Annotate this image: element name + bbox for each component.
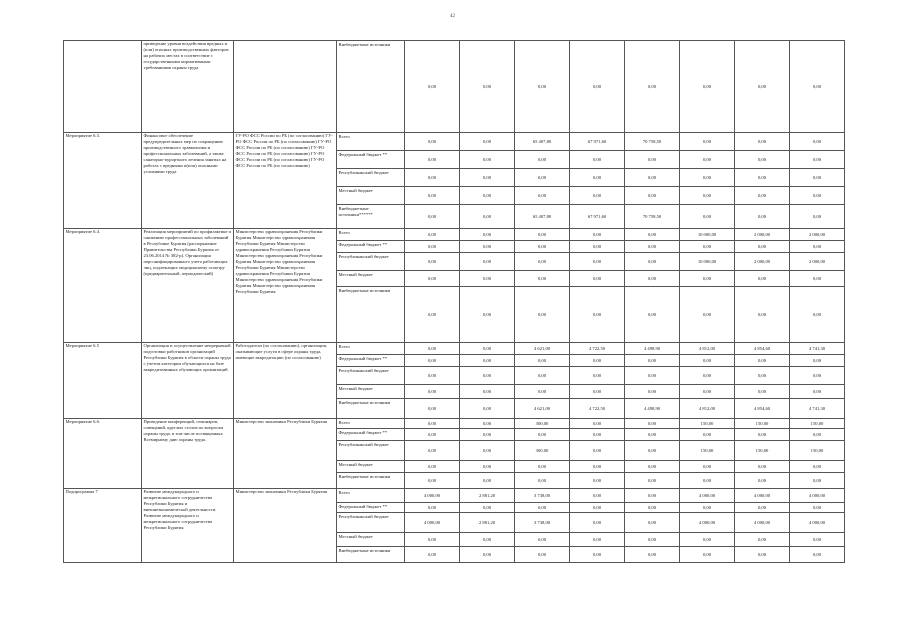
amount-cell: 0,00 bbox=[735, 547, 790, 563]
amount-cell: 0,00 bbox=[735, 429, 790, 441]
funding-source-cell: Республиканский бюджет bbox=[337, 513, 405, 533]
funding-source-cell: Федеральный бюджет ** bbox=[337, 241, 405, 253]
responsible-cell bbox=[234, 41, 337, 133]
amount-cell: 300,00 bbox=[515, 441, 570, 461]
amount-cell: 10 000,00 bbox=[680, 229, 735, 241]
amount-cell: 0,00 bbox=[625, 151, 680, 169]
amount-cell: 0,00 bbox=[405, 287, 460, 343]
amount-cell: 3 738,00 bbox=[515, 513, 570, 533]
funding-source-cell: Всего bbox=[337, 343, 405, 355]
amount-cell: 0,00 bbox=[515, 461, 570, 473]
amount-cell: 0,00 bbox=[790, 461, 845, 473]
amount-cell: 0,00 bbox=[570, 287, 625, 343]
activity-code-cell bbox=[64, 343, 142, 419]
amount-cell: 2 881,20 bbox=[460, 489, 515, 503]
amount-cell: 0,00 bbox=[405, 133, 460, 151]
amount-cell: 0,00 bbox=[405, 461, 460, 473]
amount-cell: 0,00 bbox=[570, 271, 625, 287]
responsible-cell bbox=[234, 419, 337, 489]
amount-cell: 0,00 bbox=[460, 441, 515, 461]
amount-cell: 4 812,00 bbox=[680, 399, 735, 419]
amount-cell: 0,00 bbox=[790, 385, 845, 399]
amount-cell: 2 000,00 bbox=[790, 253, 845, 271]
amount-cell: 4 854,60 bbox=[735, 399, 790, 419]
funding-source-cell: Всего bbox=[337, 419, 405, 429]
amount-cell: 2 000,00 bbox=[735, 253, 790, 271]
amount-cell: 0,00 bbox=[680, 133, 735, 151]
amount-cell: 0,00 bbox=[680, 41, 735, 133]
amount-cell: 0,00 bbox=[515, 41, 570, 133]
amount-cell: 0,00 bbox=[570, 41, 625, 133]
amount-cell: 4 621,00 bbox=[515, 399, 570, 419]
amount-cell: 2 000,00 bbox=[790, 229, 845, 241]
amount-cell: 0,00 bbox=[735, 133, 790, 151]
responsible-cell bbox=[234, 343, 337, 419]
amount-cell: 0,00 bbox=[790, 205, 845, 229]
amount-cell: 4 812,00 bbox=[680, 343, 735, 355]
table-row bbox=[64, 343, 845, 355]
amount-cell: 0,00 bbox=[405, 169, 460, 187]
amount-cell: 4 498,90 bbox=[625, 399, 680, 419]
amount-cell: 0,00 bbox=[625, 241, 680, 253]
funding-source-cell: Федеральный бюджет ** bbox=[337, 429, 405, 441]
activity-code-cell bbox=[64, 41, 142, 133]
amount-cell: 0,00 bbox=[570, 489, 625, 503]
amount-cell: 0,00 bbox=[625, 419, 680, 429]
activity-name-cell-text: Организация и осуществление непрерывной подготовки работников организаций Республики Бурятия в области охраны труда с учетом категории обучающихся на базе аккредитованных обучающих организаций bbox=[143, 343, 231, 372]
amount-cell: 0,00 bbox=[405, 385, 460, 399]
funding-source-cell: Местный бюджет bbox=[337, 533, 405, 547]
funding-source-cell: Местный бюджет bbox=[337, 271, 405, 287]
amount-cell: 4 621,00 bbox=[515, 343, 570, 355]
amount-cell: 0,00 bbox=[735, 205, 790, 229]
amount-cell: 0,00 bbox=[570, 367, 625, 385]
amount-cell: 0,00 bbox=[625, 441, 680, 461]
amount-cell: 4 000,00 bbox=[735, 513, 790, 533]
activity-name-cell-text: Проведение конференций, семинаров, совещаний, круглых столов по вопросам охраны труда, в том числе посвященных Всемирному дню охраны труда. bbox=[143, 419, 224, 442]
activity-name-cell bbox=[142, 229, 234, 343]
funding-source-cell: Федеральный бюджет ** bbox=[337, 355, 405, 367]
amount-cell: 0,00 bbox=[680, 169, 735, 187]
amount-cell: 150,00 bbox=[735, 419, 790, 429]
amount-cell: 0,00 bbox=[570, 429, 625, 441]
amount-cell: 0,00 bbox=[405, 503, 460, 513]
responsible-cell-text: Министерство здравоохранения Республики Бурятия Министерство здравоохранения Республики Бурятия Министерство здравоохранения Республики Бурятия Министерство здравоохранения Республики Бурятия Министерство здравоохранения Республики Бурятия Министерство здравоохранения Республики Бурятия Министерство здравоохранения Республики Бурятия Министерство здравоохранения Республики Бурятия bbox=[235, 229, 323, 294]
amount-cell: 0,00 bbox=[735, 385, 790, 399]
amount-cell: 0,00 bbox=[460, 253, 515, 271]
amount-cell: 0,00 bbox=[460, 287, 515, 343]
amount-cell: 65 407,80 bbox=[515, 205, 570, 229]
amount-cell: 4 722,50 bbox=[570, 399, 625, 419]
amount-cell: 4 000,00 bbox=[790, 489, 845, 503]
activity-code-cell-text: Мероприятие 6.5 bbox=[65, 343, 99, 348]
amount-cell: 0,00 bbox=[680, 241, 735, 253]
amount-cell: 0,00 bbox=[790, 355, 845, 367]
amount-cell: 0,00 bbox=[405, 229, 460, 241]
amount-cell: 0,00 bbox=[515, 503, 570, 513]
amount-cell: 0,00 bbox=[625, 429, 680, 441]
amount-cell: 0,00 bbox=[790, 547, 845, 563]
funding-source-cell: Местный бюджет bbox=[337, 385, 405, 399]
amount-cell: 0,00 bbox=[405, 429, 460, 441]
amount-cell: 0,00 bbox=[625, 287, 680, 343]
activity-name-cell bbox=[142, 133, 234, 229]
amount-cell: 0,00 bbox=[625, 253, 680, 271]
activity-name-cell-text: Финансовое обеспечение предупредительных мер по сокращению производственного травматизма и профессиональных заболеваний, а также санаторно-курортного лечения занятых на работах с вредными и(или) опасными условиями труда bbox=[143, 133, 227, 174]
activity-name-cell bbox=[142, 343, 234, 419]
amount-cell: 65 407,80 bbox=[515, 133, 570, 151]
amount-cell: 0,00 bbox=[405, 367, 460, 385]
amount-cell: 67 971,60 bbox=[570, 205, 625, 229]
amount-cell: 150,00 bbox=[790, 441, 845, 461]
responsible-cell-text: Министерство экономики Республики Бурятия bbox=[235, 419, 328, 424]
amount-cell: 0,00 bbox=[570, 419, 625, 429]
responsible-cell bbox=[234, 133, 337, 229]
amount-cell: 0,00 bbox=[570, 229, 625, 241]
activity-code-cell bbox=[64, 489, 142, 563]
funding-source-cell: Местный бюджет bbox=[337, 187, 405, 205]
amount-cell: 2 881,20 bbox=[460, 513, 515, 533]
amount-cell: 0,00 bbox=[460, 229, 515, 241]
table-row bbox=[64, 41, 845, 133]
activity-code-cell bbox=[64, 419, 142, 489]
budget-table-container bbox=[63, 40, 844, 563]
amount-cell: 0,00 bbox=[790, 169, 845, 187]
amount-cell: 0,00 bbox=[680, 473, 735, 489]
activity-name-cell bbox=[142, 41, 234, 133]
amount-cell: 0,00 bbox=[680, 205, 735, 229]
amount-cell: 0,00 bbox=[515, 473, 570, 489]
amount-cell: 0,00 bbox=[515, 151, 570, 169]
amount-cell: 4 498,90 bbox=[625, 343, 680, 355]
amount-cell: 0,00 bbox=[515, 229, 570, 241]
amount-cell: 0,00 bbox=[405, 355, 460, 367]
amount-cell: 4 741,30 bbox=[790, 399, 845, 419]
amount-cell: 0,00 bbox=[460, 241, 515, 253]
responsible-cell-text: ГУ-РО ФСС России по РБ (по согласованию) ГУ-РО ФСС России по РБ (по согласованию) ГУ-РО ФСС России по РБ (по согласованию) ГУ-РО ФСС России по РБ (по согласованию) ГУ-РО ФСС России по РБ (по согласованию) ГУ-РО ФСС России по РБ (по согласованию) bbox=[235, 133, 333, 168]
amount-cell: 0,00 bbox=[515, 429, 570, 441]
funding-source-cell: Республиканский бюджет bbox=[337, 367, 405, 385]
amount-cell: 0,00 bbox=[790, 187, 845, 205]
amount-cell: 4 854,60 bbox=[735, 343, 790, 355]
amount-cell: 0,00 bbox=[680, 429, 735, 441]
amount-cell: 0,00 bbox=[735, 473, 790, 489]
activity-name-cell bbox=[142, 489, 234, 563]
amount-cell: 4 000,00 bbox=[735, 489, 790, 503]
amount-cell: 0,00 bbox=[625, 271, 680, 287]
amount-cell: 0,00 bbox=[460, 473, 515, 489]
responsible-cell bbox=[234, 229, 337, 343]
funding-source-cell: Республиканский бюджет bbox=[337, 441, 405, 461]
amount-cell: 0,00 bbox=[460, 533, 515, 547]
amount-cell: 0,00 bbox=[570, 513, 625, 533]
amount-cell: 0,00 bbox=[460, 547, 515, 563]
funding-source-cell: Республиканский бюджет bbox=[337, 253, 405, 271]
funding-source-cell: Федеральный бюджет ** bbox=[337, 503, 405, 513]
amount-cell: 0,00 bbox=[515, 547, 570, 563]
amount-cell: 4 000,00 bbox=[680, 489, 735, 503]
page-number: 42 bbox=[450, 14, 455, 19]
amount-cell: 0,00 bbox=[790, 41, 845, 133]
amount-cell: 4 741,30 bbox=[790, 343, 845, 355]
amount-cell: 0,00 bbox=[405, 205, 460, 229]
amount-cell: 0,00 bbox=[405, 271, 460, 287]
amount-cell: 4 000,00 bbox=[405, 513, 460, 533]
amount-cell: 4 000,00 bbox=[405, 489, 460, 503]
funding-source-cell: Внебюджетные источники bbox=[337, 473, 405, 489]
amount-cell: 0,00 bbox=[460, 187, 515, 205]
amount-cell: 0,00 bbox=[790, 271, 845, 287]
amount-cell: 150,00 bbox=[790, 419, 845, 429]
amount-cell: 0,00 bbox=[460, 355, 515, 367]
amount-cell: 0,00 bbox=[735, 151, 790, 169]
amount-cell: 0,00 bbox=[680, 385, 735, 399]
funding-source-cell: Всего bbox=[337, 133, 405, 151]
amount-cell: 0,00 bbox=[680, 533, 735, 547]
amount-cell: 0,00 bbox=[460, 419, 515, 429]
funding-source-cell: Местный бюджет bbox=[337, 461, 405, 473]
amount-cell: 0,00 bbox=[515, 355, 570, 367]
budget-table bbox=[63, 40, 845, 563]
amount-cell: 0,00 bbox=[680, 271, 735, 287]
amount-cell: 150,00 bbox=[680, 441, 735, 461]
amount-cell: 0,00 bbox=[515, 533, 570, 547]
funding-source-cell: Федеральный бюджет ** bbox=[337, 151, 405, 169]
amount-cell: 0,00 bbox=[515, 367, 570, 385]
amount-cell: 0,00 bbox=[460, 461, 515, 473]
amount-cell: 0,00 bbox=[680, 287, 735, 343]
amount-cell: 10 000,00 bbox=[680, 253, 735, 271]
amount-cell: 0,00 bbox=[515, 385, 570, 399]
amount-cell: 0,00 bbox=[570, 385, 625, 399]
amount-cell: 4 000,00 bbox=[790, 513, 845, 533]
funding-source-cell: Внебюджетные источники****** bbox=[337, 205, 405, 229]
amount-cell: 0,00 bbox=[680, 461, 735, 473]
funding-source-cell: Республиканский бюджет bbox=[337, 169, 405, 187]
amount-cell: 0,00 bbox=[735, 41, 790, 133]
amount-cell: 0,00 bbox=[790, 367, 845, 385]
amount-cell: 300,00 bbox=[515, 419, 570, 429]
amount-cell: 0,00 bbox=[625, 41, 680, 133]
amount-cell: 67 971,60 bbox=[570, 133, 625, 151]
amount-cell: 0,00 bbox=[405, 151, 460, 169]
amount-cell: 0,00 bbox=[515, 241, 570, 253]
funding-source-cell: Всего bbox=[337, 229, 405, 241]
amount-cell: 0,00 bbox=[790, 473, 845, 489]
amount-cell: 2 000,00 bbox=[735, 229, 790, 241]
amount-cell: 0,00 bbox=[405, 41, 460, 133]
amount-cell: 0,00 bbox=[735, 187, 790, 205]
amount-cell: 0,00 bbox=[515, 253, 570, 271]
amount-cell: 0,00 bbox=[570, 547, 625, 563]
funding-source-cell: Внебюджетные источники bbox=[337, 287, 405, 343]
amount-cell: 0,00 bbox=[625, 385, 680, 399]
amount-cell: 0,00 bbox=[790, 133, 845, 151]
activity-name-cell-text: приведение уровня воздействия вредных и (или) опасных производственных факторов на рабочих местах в соответствие с государственными нормативными требованиями охраны труда bbox=[143, 41, 229, 70]
amount-cell: 0,00 bbox=[625, 533, 680, 547]
activity-name-cell bbox=[142, 419, 234, 489]
amount-cell: 0,00 bbox=[405, 253, 460, 271]
amount-cell: 0,00 bbox=[515, 169, 570, 187]
amount-cell: 0,00 bbox=[735, 533, 790, 547]
amount-cell: 0,00 bbox=[680, 151, 735, 169]
amount-cell: 0,00 bbox=[735, 367, 790, 385]
table-row bbox=[64, 133, 845, 151]
table-row bbox=[64, 229, 845, 241]
amount-cell: 0,00 bbox=[460, 169, 515, 187]
amount-cell: 0,00 bbox=[570, 151, 625, 169]
funding-source-cell: Внебюджетные источники bbox=[337, 547, 405, 563]
amount-cell: 0,00 bbox=[570, 253, 625, 271]
amount-cell: 0,00 bbox=[405, 533, 460, 547]
activity-code-cell bbox=[64, 229, 142, 343]
responsible-cell bbox=[234, 489, 337, 563]
activity-name-cell-text: Развитие международного и межрегионального сотрудничества Республики Бурятия и внешнеэкономической деятельности. Развитие международного и межрегионального сотрудничества Республики Бурятия bbox=[143, 489, 217, 530]
amount-cell: 0,00 bbox=[570, 503, 625, 513]
table-row bbox=[64, 489, 845, 503]
amount-cell: 0,00 bbox=[460, 503, 515, 513]
amount-cell: 70 758,50 bbox=[625, 133, 680, 151]
amount-cell: 0,00 bbox=[570, 533, 625, 547]
amount-cell: 0,00 bbox=[625, 461, 680, 473]
amount-cell: 0,00 bbox=[570, 473, 625, 489]
amount-cell: 0,00 bbox=[790, 503, 845, 513]
amount-cell: 0,00 bbox=[790, 287, 845, 343]
amount-cell: 150,00 bbox=[735, 441, 790, 461]
amount-cell: 0,00 bbox=[680, 547, 735, 563]
amount-cell: 0,00 bbox=[460, 429, 515, 441]
amount-cell: 0,00 bbox=[405, 187, 460, 205]
amount-cell: 0,00 bbox=[735, 287, 790, 343]
funding-source-cell: Внебюджетные источники bbox=[337, 41, 405, 133]
amount-cell: 0,00 bbox=[460, 151, 515, 169]
responsible-cell-text: Министерство экономики Республики Бурятия bbox=[235, 489, 328, 494]
amount-cell: 0,00 bbox=[735, 169, 790, 187]
amount-cell: 0,00 bbox=[790, 429, 845, 441]
funding-source-cell: Всего bbox=[337, 489, 405, 503]
amount-cell: 0,00 bbox=[735, 271, 790, 287]
funding-source-cell: Внебюджетные источники bbox=[337, 399, 405, 419]
amount-cell: 0,00 bbox=[680, 355, 735, 367]
amount-cell: 0,00 bbox=[405, 547, 460, 563]
amount-cell: 0,00 bbox=[790, 241, 845, 253]
budget-table-body bbox=[64, 41, 845, 563]
amount-cell: 3 738,00 bbox=[515, 489, 570, 503]
amount-cell: 0,00 bbox=[460, 41, 515, 133]
amount-cell: 0,00 bbox=[680, 187, 735, 205]
activity-code-cell bbox=[64, 133, 142, 229]
table-row bbox=[64, 419, 845, 429]
amount-cell: 0,00 bbox=[405, 473, 460, 489]
amount-cell: 0,00 bbox=[625, 187, 680, 205]
amount-cell: 0,00 bbox=[460, 133, 515, 151]
amount-cell: 0,00 bbox=[460, 205, 515, 229]
amount-cell: 0,00 bbox=[515, 187, 570, 205]
activity-code-cell-text: Подпрограмма 7 bbox=[65, 489, 98, 494]
amount-cell: 0,00 bbox=[790, 533, 845, 547]
amount-cell: 0,00 bbox=[570, 441, 625, 461]
amount-cell: 0,00 bbox=[625, 503, 680, 513]
amount-cell: 4 722,50 bbox=[570, 343, 625, 355]
amount-cell: 0,00 bbox=[515, 287, 570, 343]
amount-cell: 0,00 bbox=[515, 271, 570, 287]
amount-cell: 0,00 bbox=[460, 343, 515, 355]
amount-cell: 0,00 bbox=[405, 241, 460, 253]
amount-cell: 0,00 bbox=[460, 271, 515, 287]
amount-cell: 0,00 bbox=[735, 503, 790, 513]
amount-cell: 0,00 bbox=[460, 367, 515, 385]
amount-cell: 0,00 bbox=[625, 513, 680, 533]
amount-cell: 0,00 bbox=[460, 385, 515, 399]
amount-cell: 150,00 bbox=[680, 419, 735, 429]
amount-cell: 0,00 bbox=[735, 355, 790, 367]
activity-name-cell-text: Реализация мероприятий по профилактике и снижению профессиональных заболеваний в Республике Бурятия (распоряжение Правительства Республики Бурятия от 23.06.2014 № 382-р). Организация персонифицированного учета работающих лиц, подлежащих медицинскому осмотру (предварительный, периодический) bbox=[143, 229, 232, 276]
responsible-cell-text: Работодатели (по согласованию), организации, оказывающие услуги в сфере охраны труда, имеющие аккредитацию (по согласованию) bbox=[235, 343, 328, 360]
amount-cell: 0,00 bbox=[625, 355, 680, 367]
amount-cell: 0,00 bbox=[570, 355, 625, 367]
activity-code-cell-text: Мероприятие 6.6. bbox=[65, 419, 101, 424]
amount-cell: 0,00 bbox=[625, 547, 680, 563]
amount-cell: 0,00 bbox=[625, 169, 680, 187]
activity-code-cell-text: Мероприятие 6.3. bbox=[65, 133, 101, 138]
amount-cell: 0,00 bbox=[460, 399, 515, 419]
amount-cell: 0,00 bbox=[625, 473, 680, 489]
amount-cell: 0,00 bbox=[570, 169, 625, 187]
amount-cell: 0,00 bbox=[680, 503, 735, 513]
amount-cell: 0,00 bbox=[735, 461, 790, 473]
amount-cell: 0,00 bbox=[735, 241, 790, 253]
amount-cell: 0,00 bbox=[405, 343, 460, 355]
amount-cell: 0,00 bbox=[570, 241, 625, 253]
amount-cell: 70 758,50 bbox=[625, 205, 680, 229]
amount-cell: 0,00 bbox=[405, 399, 460, 419]
amount-cell: 0,00 bbox=[625, 489, 680, 503]
amount-cell: 0,00 bbox=[570, 187, 625, 205]
amount-cell: 0,00 bbox=[790, 151, 845, 169]
amount-cell: 0,00 bbox=[680, 367, 735, 385]
activity-code-cell-text: Мероприятие 6.4. bbox=[65, 229, 101, 234]
amount-cell: 0,00 bbox=[405, 441, 460, 461]
amount-cell: 0,00 bbox=[570, 461, 625, 473]
amount-cell: 0,00 bbox=[625, 367, 680, 385]
amount-cell: 0,00 bbox=[405, 419, 460, 429]
amount-cell: 0,00 bbox=[625, 229, 680, 241]
amount-cell: 4 000,00 bbox=[680, 513, 735, 533]
